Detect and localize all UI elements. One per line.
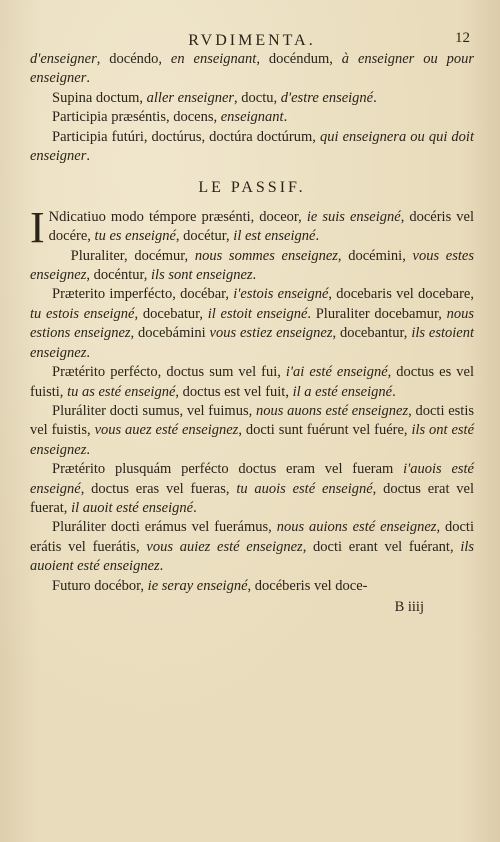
latin-text: . [86,148,90,165]
french-gloss: en enseignant [170,51,257,67]
french-gloss: il est enseigné [233,228,316,245]
latin-text: Prætérito plusquám perfécto doctus eram vel fueram [52,461,404,478]
french-gloss: ils sont enseignez [151,267,253,284]
latin-text: , docéris vel docére, [48,208,474,245]
paragraph [30,460,474,518]
latin-text: , doctus es vel fuisti, [30,364,474,400]
latin-text: , docti erant vel fuérant, [302,538,461,555]
paragraph [30,247,474,286]
paragraph [30,108,474,127]
french-gloss: tu es enseigné [94,228,176,245]
french-gloss: vous auez esté enseignez [94,422,239,439]
latin-text: , docéberis vel doce- [247,577,368,594]
paragraph [30,363,474,402]
latin-text: , docebatur, [134,305,208,322]
section-title: LE PASSIF. [198,179,306,197]
latin-text: , doctu, [234,89,281,106]
french-gloss: nous auons esté enseignez [255,402,409,419]
active-voice-block [30,50,474,166]
latin-text: , docémini, [337,247,413,264]
latin-text: Participia futúri, doctúrus, doctúra doctúrum, [52,128,320,145]
latin-text: , docebámini [130,325,210,342]
french-gloss: vous auiez esté enseignez [146,538,303,555]
french-gloss: enseignant [220,109,284,126]
latin-text: . [86,70,90,87]
latin-text: . [86,441,90,458]
latin-text: Supina doctum, [52,89,147,106]
latin-text: , doctus erat vel fuerat, [30,480,474,516]
latin-text: , docéndum, [256,51,342,67]
french-gloss: ie suis enseigné [306,208,401,225]
paragraph [30,202,474,252]
paragraph [30,89,474,108]
paragraph [30,285,474,363]
french-gloss: vous estiez enseignez [209,325,333,342]
french-gloss: ils estoient enseignez [30,325,474,361]
latin-text: Participia præséntis, docens, [52,109,221,126]
latin-text: Pluráliter docti sumus, vel fuimus, [52,402,256,419]
latin-text: , docebaris vel docebare, [328,286,474,303]
paragraph [30,128,474,167]
french-gloss: nous estions enseignez [30,305,475,342]
paragraph [30,402,474,460]
latin-text: . [193,499,197,516]
latin-text: Præterito imperfécto, docébar, [52,286,234,303]
latin-text: , doctus est vel fuit, [175,383,293,400]
page-header [30,28,474,50]
latin-text: Ndicatiuo modo témpore præsénti, doceor, [48,208,307,225]
french-gloss: aller enseigner [146,89,235,106]
latin-text: Futuro docébor, [52,577,148,594]
latin-text: , docti sunt fuérunt vel fuére, [238,422,412,439]
french-gloss: tu as esté enseigné [67,383,176,400]
latin-text: Pluráliter docti erámus vel fuerámus, [52,519,277,536]
latin-text: Prætérito perfécto, doctus sum vel fui, [52,364,286,381]
running-head: RVDIMENTA. [188,32,316,49]
latin-text: . [392,383,396,400]
latin-text: , docebantur, [332,325,412,342]
latin-text: Pluraliter, docémur, [70,247,195,264]
french-gloss: ie seray enseigné [147,577,248,594]
latin-text: , doctus eras vel fueras, [80,480,237,497]
french-gloss: i'auois esté enseigné [30,461,474,497]
latin-text: , docti erátis vel fuerátis, [30,519,474,555]
french-gloss: qui enseignera ou qui doit enseigner [30,128,474,165]
french-gloss: tu auois esté enseigné [236,480,373,497]
french-gloss: vous estes enseignez [30,247,474,284]
latin-text: , docéntur, [86,267,152,284]
paragraph [30,518,474,576]
french-gloss: ils ont esté enseignez [30,422,475,458]
latin-text: . [86,344,90,361]
page-number: 12 [455,30,470,46]
latin-text: . [283,109,288,126]
french-gloss: nous auions esté enseignez [276,519,437,536]
french-gloss: tu estois enseigné [30,305,135,322]
latin-text: . Pluraliter docebamur, [307,305,447,322]
french-gloss: i'ai esté enseigné [285,364,388,381]
body-text [30,50,474,617]
french-gloss: i'estois enseigné [233,286,329,303]
latin-text: . [315,228,320,245]
french-gloss: d'enseigner [30,51,97,67]
french-gloss: il estoit enseigné [207,305,308,322]
latin-text: . [252,267,257,284]
french-gloss: d'estre enseigné [280,89,374,106]
signature-mark: B iiij [394,598,424,615]
paragraph [30,577,474,596]
latin-text: , docti estis vel fuistis, [30,402,474,439]
french-gloss: ils auoient esté enseignez [30,538,475,575]
french-gloss: à enseigner ou pour enseigner [30,51,475,87]
latin-text: . [373,89,377,106]
french-gloss: il a esté enseigné [292,383,393,400]
latin-text: , docéndo, [96,51,171,67]
french-gloss: il auoit esté enseigné [71,499,194,516]
french-gloss: nous sommes enseignez [194,247,338,264]
passive-voice-block [30,202,475,596]
paragraph [30,50,474,89]
latin-text: . [159,558,164,575]
latin-text: , docétur, [175,228,234,245]
drop-cap: I [30,202,45,252]
